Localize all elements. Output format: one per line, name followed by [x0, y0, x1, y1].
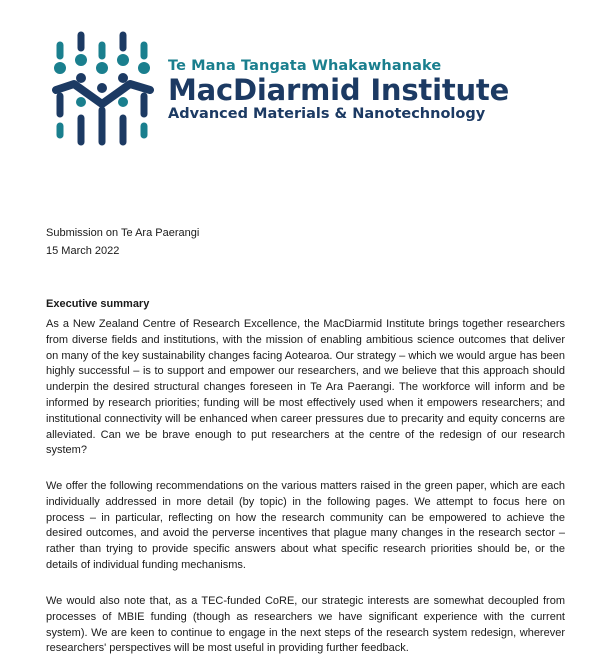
macdiarmid-logo-icon: [44, 30, 162, 148]
document-title: Submission on Te Ara Paerangi: [46, 227, 200, 239]
document-meta: [46, 224, 199, 260]
paragraph: We offer the following recommendations on the various matters raised in the green paper, which are each individually addressed in more detail (by topic) in the following pages. We attempt to focus here on process – in particular, reflecting on how the research community can be empowered to achieve the desired outcomes, and avoid the perverse incentives that plague many changes in the research sector – rather than trying to provide specific answers about what specific research priorities should be, or the details of individual funding mechanisms.: [46, 480, 565, 571]
brand-name: MacDiarmid Institute: [168, 73, 510, 107]
brand-maori-name: Te Mana Tangata Whakawhanake: [168, 58, 442, 74]
brand-block: [168, 58, 509, 122]
document-date: 15 March 2022: [46, 245, 120, 257]
section-heading: Executive summary: [46, 298, 150, 310]
paragraph: We would also note that, as a TEC-funded CoRE, our strategic interests are somewhat decoupled from processes of MBIE funding (though as researchers we have significant experience with the current system). We are keen to continue to engage in the next steps of the research system redesign, wherever researchers' perspectives will be most useful in providing further feedback.: [46, 595, 565, 655]
paragraph: As a New Zealand Centre of Research Excellence, the MacDiarmid Institute brings together researchers from diverse fields and institutions, with the mission of enabling ambitious science outcomes that deliver on many of the key sustainability changes facing Aotearoa. Our strategy – which we would argue has been highly successful – is to support and empower our researchers, and we believe that this approach should underpin the desired structural changes foreseen in Te Ara Paerangi. The workforce will inform and be informed by research priorities; funding will be most effectively used when it empowers researchers; and institutional connectivity will be enhanced when career pressures due to precarity and equity concerns are alleviated. Can we be brave enough to put researchers at the centre of the redesign of our research system?: [46, 318, 565, 457]
brand-subtitle: Advanced Materials & Nanotechnology: [168, 106, 486, 122]
